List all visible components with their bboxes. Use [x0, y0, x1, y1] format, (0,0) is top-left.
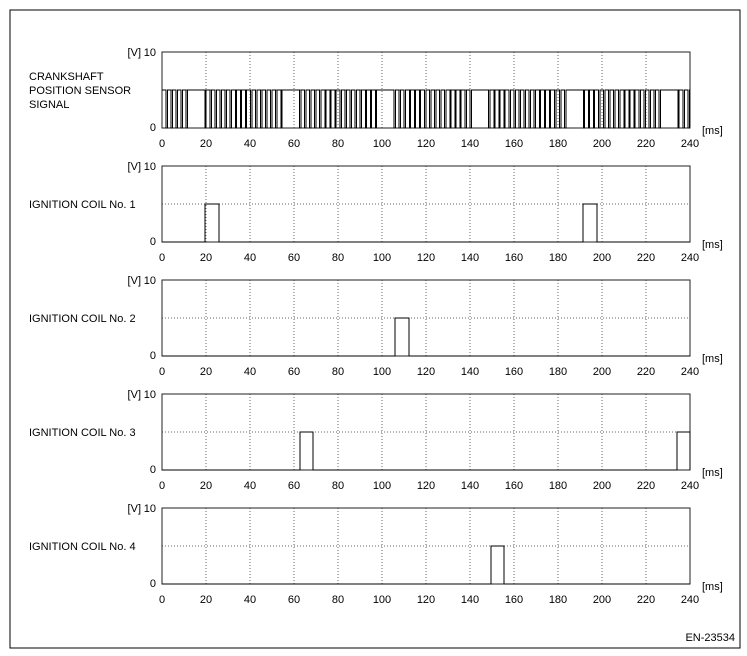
x-tick-label: 0: [158, 594, 166, 606]
x-tick-label: 140: [460, 594, 480, 606]
x-tick-label: 100: [372, 594, 392, 606]
x-tick-label: 40: [243, 594, 257, 606]
x-tick-label: 20: [199, 252, 213, 264]
x-tick-label: 140: [460, 252, 480, 264]
signal-label: IGNITION COIL No. 2: [29, 313, 136, 325]
timing-chart: [29, 47, 723, 150]
x-tick-label: 240: [680, 594, 700, 606]
x-tick-label: 160: [504, 138, 524, 150]
x-tick-label: 60: [287, 138, 301, 150]
x-tick-label: 100: [372, 252, 392, 264]
x-tick-label: 140: [460, 366, 480, 378]
signal-label: CRANKSHAFT: [29, 71, 104, 83]
x-tick-label: 120: [416, 594, 436, 606]
x-unit-label: [ms]: [702, 239, 723, 251]
x-tick-label: 240: [680, 366, 700, 378]
y-unit-label: [V]: [127, 389, 141, 401]
x-tick-label: 120: [416, 138, 436, 150]
x-tick-label: 220: [636, 480, 656, 492]
y-tick-label: 0: [149, 464, 156, 476]
x-tick-label: 200: [592, 138, 612, 150]
x-tick-label: 200: [592, 366, 612, 378]
x-tick-label: 80: [331, 252, 345, 264]
x-tick-label: 180: [548, 480, 568, 492]
y-tick-label: 10: [143, 389, 156, 401]
x-tick-label: 220: [636, 252, 656, 264]
x-tick-label: 120: [416, 480, 436, 492]
y-tick-label: 10: [143, 503, 156, 515]
y-tick-label: 0: [149, 122, 156, 134]
signal-label: IGNITION COIL No. 4: [29, 541, 136, 553]
signal-label: SIGNAL: [29, 99, 70, 111]
x-tick-label: 20: [199, 366, 213, 378]
x-tick-label: 240: [680, 480, 700, 492]
x-tick-label: 40: [243, 480, 257, 492]
x-tick-label: 220: [636, 366, 656, 378]
x-tick-label: 40: [243, 138, 257, 150]
y-unit-label: [V]: [127, 161, 141, 173]
x-tick-label: 0: [158, 480, 166, 492]
x-tick-label: 100: [372, 480, 392, 492]
x-tick-label: 220: [636, 138, 656, 150]
x-tick-label: 160: [504, 594, 524, 606]
x-unit-label: [ms]: [702, 467, 723, 479]
x-tick-label: 40: [243, 252, 257, 264]
signal-trace: [162, 90, 690, 128]
x-tick-label: 160: [504, 366, 524, 378]
x-tick-label: 60: [287, 252, 301, 264]
x-unit-label: [ms]: [702, 125, 723, 137]
x-tick-label: 80: [331, 480, 345, 492]
x-tick-label: 100: [372, 138, 392, 150]
x-tick-label: 100: [372, 366, 392, 378]
x-unit-label: [ms]: [702, 581, 723, 593]
y-unit-label: [V]: [127, 47, 141, 59]
x-tick-label: 180: [548, 594, 568, 606]
chart-stack: [29, 47, 723, 606]
x-unit-label: [ms]: [702, 353, 723, 365]
signal-label: POSITION SENSOR: [29, 85, 132, 97]
y-tick-label: 10: [143, 47, 156, 59]
x-tick-label: 120: [416, 366, 436, 378]
y-tick-label: 0: [149, 578, 156, 590]
signal-label: IGNITION COIL No. 3: [29, 427, 136, 439]
y-tick-label: 10: [143, 275, 156, 287]
timing-chart: [29, 161, 723, 264]
x-tick-label: 180: [548, 138, 568, 150]
y-tick-label: 10: [143, 161, 156, 173]
y-tick-label: 0: [149, 350, 156, 362]
x-tick-label: 20: [199, 594, 213, 606]
x-tick-label: 200: [592, 252, 612, 264]
x-tick-label: 160: [504, 480, 524, 492]
x-tick-label: 0: [158, 366, 166, 378]
x-tick-label: 80: [331, 366, 345, 378]
x-tick-label: 0: [158, 252, 166, 264]
timing-chart: [29, 503, 723, 606]
x-tick-label: 60: [287, 594, 301, 606]
x-tick-label: 220: [636, 594, 656, 606]
x-tick-label: 200: [592, 480, 612, 492]
y-unit-label: [V]: [127, 503, 141, 515]
x-tick-label: 0: [158, 138, 166, 150]
x-tick-label: 60: [287, 366, 301, 378]
x-tick-label: 200: [592, 594, 612, 606]
x-tick-label: 20: [199, 138, 213, 150]
y-unit-label: [V]: [127, 275, 141, 287]
y-tick-label: 0: [149, 236, 156, 248]
x-tick-label: 60: [287, 480, 301, 492]
x-tick-label: 180: [548, 252, 568, 264]
x-tick-label: 160: [504, 252, 524, 264]
timing-chart: [29, 389, 723, 492]
x-tick-label: 240: [680, 252, 700, 264]
figure-code: EN-23534: [685, 632, 735, 644]
x-tick-label: 240: [680, 138, 700, 150]
x-tick-label: 80: [331, 594, 345, 606]
x-tick-label: 120: [416, 252, 436, 264]
timing-chart: [29, 275, 723, 378]
x-tick-label: 80: [331, 138, 345, 150]
x-tick-label: 40: [243, 366, 257, 378]
signal-label: IGNITION COIL No. 1: [29, 199, 136, 211]
x-tick-label: 140: [460, 138, 480, 150]
x-tick-label: 20: [199, 480, 213, 492]
x-tick-label: 140: [460, 480, 480, 492]
x-tick-label: 180: [548, 366, 568, 378]
